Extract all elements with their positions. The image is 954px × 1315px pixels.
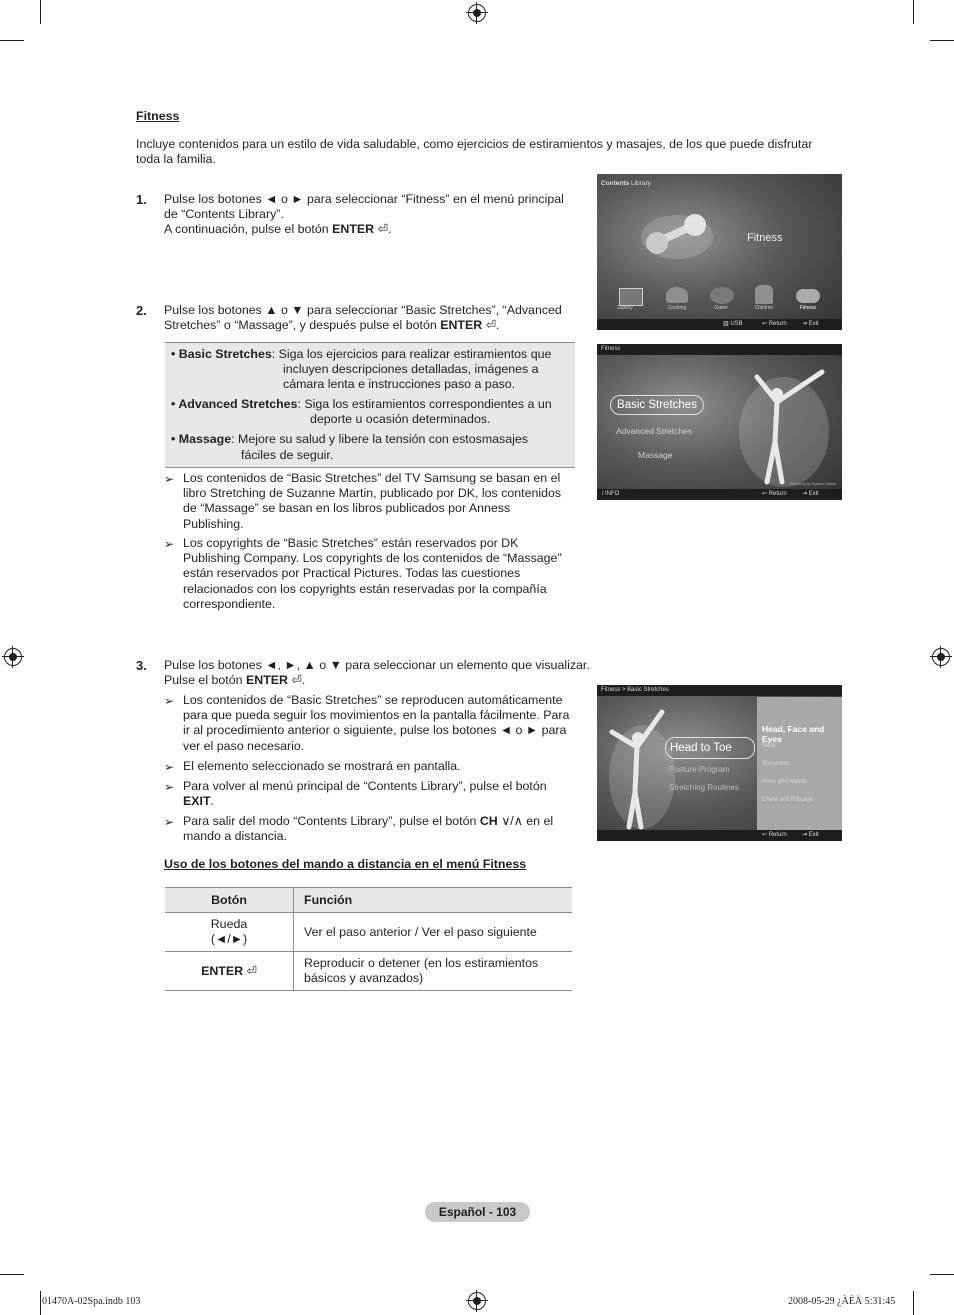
crop-mark	[930, 40, 954, 41]
screen-contents-library	[597, 174, 842, 330]
note-line: correspondiente.	[183, 596, 276, 611]
enter-icon: ⏎	[246, 963, 257, 978]
note-arrow-icon: ➢	[164, 760, 175, 774]
table-row	[165, 952, 572, 991]
crop-mark	[0, 40, 24, 41]
return-hint: ↩ Return	[762, 321, 787, 327]
sub-menu-item[interactable]: Arms and Hands	[762, 779, 807, 785]
crop-mark	[913, 1291, 914, 1315]
selected-category-label: Fitness	[747, 232, 783, 244]
crop-mark	[0, 1274, 24, 1275]
icon-label: Game	[714, 305, 728, 311]
remote-buttons-table	[165, 887, 572, 991]
screen-basic-stretches	[597, 685, 842, 841]
table-cell-text: Reproducir o detener (en los estiramientos	[304, 956, 539, 970]
registration-mark-icon	[468, 4, 486, 22]
info-item-text: : Siga los ejercicios para realizar estiramientos que	[271, 347, 552, 361]
crop-mark	[930, 1274, 954, 1275]
sub-menu-item[interactable]: Chest and Ribcage	[762, 797, 814, 803]
sub-menu-item[interactable]: Shoulders	[762, 761, 790, 767]
info-item-text: : Mejore su salud y libere la tensión con estosmasajes	[231, 432, 528, 446]
screen-title	[601, 180, 651, 187]
icon-label: Cooking	[667, 305, 687, 311]
step1-line: Pulse los botones ◄ o ► para seleccionar “Fitness” en el menú principal	[164, 192, 564, 206]
info-item-text: deporte u ocasión determinados.	[310, 412, 491, 426]
info-item-advanced	[171, 397, 552, 412]
fitness-icon	[796, 289, 820, 303]
exit-hint: ⇥ Exit	[802, 321, 819, 327]
note-line: Para volver al menú principal de “Contents Library”, pulse el botón	[183, 779, 547, 793]
note-line: mando a distancia.	[183, 829, 288, 844]
usb-label: USB	[730, 321, 743, 327]
return-label: Return	[768, 491, 787, 497]
screen-title: Fitness > Basic Stretches	[597, 685, 842, 696]
enter-key-label: ENTER	[201, 963, 244, 978]
step-number: 2.	[136, 303, 147, 318]
table-cell	[165, 952, 294, 991]
channel-updown-icon: ∨/∧	[501, 814, 523, 828]
note-arrow-icon: ➢	[164, 537, 175, 551]
note-line: ver el paso necesario.	[183, 738, 305, 753]
crop-mark	[40, 1291, 41, 1315]
table-cell	[294, 913, 573, 952]
note-arrow-icon: ➢	[164, 472, 175, 486]
menu-item-head-to-toe[interactable]: Head to Toe	[665, 737, 755, 759]
note	[183, 779, 593, 809]
usb-indicator: ▥ USB	[723, 321, 743, 327]
info-item-label: • Basic Stretches	[171, 347, 272, 361]
note-arrow-icon: ➢	[164, 780, 175, 794]
info-icon: i	[602, 491, 604, 497]
screen-fitness-menu	[597, 344, 842, 500]
step3-line: Pulse los botones ◄, ►, ▲ o ▼ para seleccionar un elemento que visualizar.	[164, 658, 590, 672]
step-number: 1.	[136, 192, 147, 207]
info-item-label: • Advanced Stretches	[171, 397, 298, 411]
icon-label: Gallery	[617, 305, 633, 311]
table-cell-text: Rueda	[210, 917, 248, 931]
info-item-text: cámara lenta e instrucciones paso a paso.	[283, 377, 516, 391]
return-label: Return	[768, 832, 787, 838]
enter-key-label: ENTER	[440, 318, 483, 333]
crop-mark	[913, 0, 914, 24]
gallery-icon	[619, 288, 643, 306]
stretching-figure-icon	[737, 362, 832, 487]
table-header-text: Función	[304, 893, 353, 907]
note-line: Publishing.	[183, 516, 244, 531]
note-arrow-icon: ➢	[164, 815, 175, 829]
info-hint	[602, 489, 619, 500]
page-number-pill: Español - 103	[425, 1202, 530, 1222]
step1-line: A continuación, pulse el botón ENTER ⏎.	[164, 222, 392, 237]
table-title: Uso de los botones del mando a distancia en el menú Fitness	[164, 857, 527, 871]
step2-line: Pulse los botones ▲ o ▼ para seleccionar “Basic Stretches”, “Advanced	[164, 303, 562, 317]
note	[183, 471, 588, 532]
info-item-massage	[171, 432, 528, 447]
step1-text	[164, 192, 589, 238]
step1-line-text: A continuación, pulse el botón	[164, 222, 329, 237]
credit-text: Stretching by Suzanne Martin	[790, 482, 836, 486]
note	[183, 814, 593, 844]
note-line: El elemento seleccionado se mostrará en pantalla.	[183, 759, 461, 773]
note-arrow-icon: ➢	[164, 694, 175, 708]
sub-menu-item[interactable]: Neck	[762, 743, 776, 749]
step1-line: de “Contents Library”.	[164, 207, 284, 222]
stretching-figure-icon	[607, 707, 677, 832]
exit-hint: ⇥ Exit	[802, 491, 819, 497]
screen-title-rest: Library	[630, 180, 651, 187]
icon-label: Children	[754, 305, 774, 311]
registration-mark-icon	[932, 648, 950, 666]
return-hint: ↩ Return	[762, 491, 787, 497]
note-line: Los contenidos de “Basic Stretches” del TV Samsung se basan en el	[183, 471, 561, 485]
info-label: INFO	[605, 491, 620, 497]
exit-hint: ⇥ Exit	[802, 832, 819, 838]
note-line: Los copyrights de “Basic Stretches” están reservados por DK	[183, 536, 519, 550]
exit-label: Exit	[808, 832, 819, 838]
table-header-row	[165, 888, 572, 913]
menu-item-stretching-routines[interactable]: Stretching Routines	[669, 783, 739, 792]
info-item-text: incluyen descripciones detalladas, imágenes a	[283, 362, 539, 376]
note-line: de “Massage” se basan en los libros publicados por Anness	[183, 501, 511, 516]
enter-icon: ⏎	[377, 222, 388, 237]
return-label: Return	[768, 321, 787, 327]
ch-key-label: CH	[479, 814, 498, 828]
table-cell-text: Ver el paso anterior / Ver el paso siguiente	[304, 924, 537, 939]
step-number: 3.	[136, 658, 147, 673]
note	[183, 536, 588, 612]
info-item-basic	[171, 347, 551, 362]
note-line: EXIT.	[183, 794, 214, 809]
cooking-icon	[666, 287, 688, 303]
note-line: Los contenidos de “Basic Stretches” se reproducen automáticamente	[183, 693, 563, 707]
children-icon	[755, 285, 773, 304]
screen-title: Fitness	[597, 344, 842, 355]
return-hint: ↩ Return	[762, 832, 787, 838]
enter-icon: ⏎	[485, 318, 497, 333]
section-title: Fitness	[136, 109, 180, 123]
screen-status-bar	[597, 489, 842, 500]
menu-item-advanced-stretches[interactable]: Advanced Stretches	[616, 426, 693, 436]
exit-label: Exit	[808, 321, 819, 327]
table-cell-text: básicos y avanzados)	[304, 971, 424, 985]
note-line: libro Stretching de Suzanne Martin, publicado por DK, los contenidos	[183, 486, 562, 501]
registration-mark-icon	[468, 1292, 486, 1310]
sub-menu-title[interactable]: Head, Face and Eyes	[762, 724, 825, 744]
screen-status-bar	[597, 830, 842, 841]
step2-line-text: Stretches” o “Massage”, y después pulse el botón	[164, 318, 437, 333]
registration-mark-icon	[4, 648, 22, 666]
intro-paragraph: Incluye contenidos para un estilo de vida saludable, como ejercicios de estiramientos y masajes, de los que puede disfrutar toda la familia.	[136, 137, 813, 167]
table-header-cell	[165, 888, 294, 913]
footer-file-info: 01470A-02Spa.indb 103	[42, 1296, 141, 1307]
step2-text	[164, 303, 589, 333]
table-header-text: Botón	[211, 893, 247, 907]
game-icon	[710, 287, 734, 304]
table-cell	[165, 913, 294, 952]
icon-label: Fitness	[799, 305, 817, 311]
sub-menu-panel	[757, 697, 842, 830]
table-cell-text: (◄/►)	[210, 932, 248, 946]
note-line: Publishing Company. Los copyrights de los contenidos de “Massage”	[183, 551, 562, 566]
enter-key-label: ENTER	[332, 222, 375, 237]
info-item-text: fáciles de seguir.	[241, 448, 334, 462]
step3-line: Pulse el botón ENTER ⏎.	[164, 673, 306, 688]
enter-key-label: ENTER	[245, 673, 288, 688]
screen-title-bold: Contents	[601, 180, 630, 187]
note-line: ir al procedimiento anterior o siguiente, pulse los botones ◄ o ► para	[183, 723, 567, 738]
footer-timestamp: 2008-05-29 ¿ÀÈÄ 5:31:45	[788, 1296, 896, 1307]
step2-line: Stretches” o “Massage”, y después pulse el botón ENTER ⏎.	[164, 318, 500, 333]
table-row	[165, 913, 572, 952]
note-line: para que pueda seguir los movimientos en la pantalla fácilmente. Para	[183, 708, 570, 723]
note-line	[183, 814, 593, 829]
table-cell	[294, 952, 573, 991]
step3-text	[164, 658, 614, 688]
exit-key-label: EXIT	[183, 794, 211, 809]
enter-icon: ⏎	[291, 673, 302, 688]
note	[183, 693, 593, 754]
menu-item-basic-stretches[interactable]: Basic Stretches	[610, 395, 704, 415]
table-header-cell	[294, 888, 573, 913]
note-line: relacionados con los copyrights están reservadas por la compañía	[183, 581, 547, 596]
note-line: están reservados por Practical Pictures. Todas las cuestiones	[183, 566, 521, 581]
step3-line-text: Pulse el botón	[164, 673, 243, 688]
info-item-text: : Siga los estiramientos correspondientes a un	[297, 397, 552, 411]
menu-item-massage[interactable]: Massage	[638, 450, 673, 460]
crop-mark	[40, 0, 41, 24]
exit-label: Exit	[808, 491, 819, 497]
note-line-text: Para salir del modo “Contents Library”, pulse el botón	[183, 814, 477, 828]
screen-status-bar	[597, 319, 842, 330]
info-item-label: • Massage	[171, 432, 232, 446]
menu-item-posture-program[interactable]: Posture Program	[669, 765, 730, 774]
dumbbell-icon	[637, 209, 717, 264]
note-line-text: en el	[526, 814, 554, 828]
